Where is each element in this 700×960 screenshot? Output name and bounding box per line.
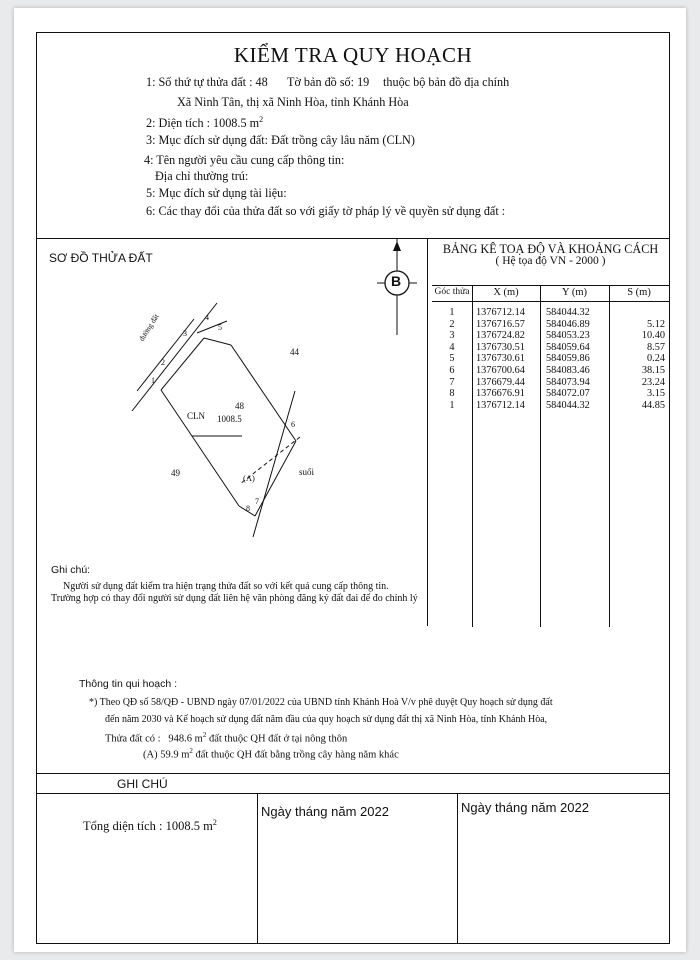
boundary-1-4	[161, 338, 204, 390]
planning-line-4	[143, 747, 399, 761]
header-divider	[37, 238, 669, 239]
boundary-4-5	[204, 338, 231, 345]
coord-table-subtitle: ( Hệ tọa độ VN - 2000 )	[495, 255, 606, 267]
header-corner: Góc thửa	[434, 287, 470, 297]
coord-cell-x: 1376676.91	[476, 388, 525, 400]
planning-annual-area: (A) 59.9 m	[143, 749, 190, 761]
planning-line-1: *) Theo QĐ số 58/QĐ - UBND ngày 07/01/2022 của UBND tỉnh Khánh Hoà V/v phê duyệt Quy hoạch sử dụng đất	[89, 697, 553, 708]
planning-sup-1: 2	[202, 731, 207, 739]
marker-a: (A)	[243, 473, 255, 483]
footer-total-text: Tổng diện tích : 1008.5 m	[83, 819, 213, 834]
notes-label: Ghi chú:	[51, 564, 91, 576]
footer-date-right: Ngày tháng năm 2022	[461, 800, 589, 815]
boundary-6-7	[255, 441, 296, 516]
coord-cell-y: 584046.89	[546, 318, 590, 330]
planning-line-3	[105, 731, 347, 745]
document-title: KIỂM TRA QUY HOẠCH	[233, 43, 473, 67]
changes-line: 6: Các thay đổi của thửa đất so với giấy tờ pháp lý về quyền sử dụng đất :	[146, 204, 506, 218]
coord-cell-corner: 4	[449, 341, 455, 353]
point-2: 2	[161, 358, 165, 367]
address-line: Địa chỉ thường trú:	[155, 169, 249, 183]
coord-cell-corner: 1	[449, 399, 455, 411]
planning-parcel-label: Thửa đất có :	[105, 733, 161, 745]
diagram-heading: SƠ ĐỒ THỬA ĐẤT	[49, 251, 153, 265]
coord-cell-s: 10.40	[641, 330, 665, 342]
coord-cell-s: 5.12	[646, 318, 665, 330]
coord-cell-x: 1376712.14	[476, 399, 525, 411]
point-1: 1	[151, 376, 155, 385]
area-sup: 2	[259, 115, 264, 124]
point-6: 6	[291, 420, 295, 429]
table-left-border	[427, 239, 428, 626]
document-frame	[36, 32, 670, 944]
requester-line: 4: Tên người yêu cầu cung cấp thông tin:	[144, 153, 345, 167]
footer-total-area	[83, 818, 217, 834]
coord-cell-corner: 5	[449, 353, 455, 365]
planning-residential-area: 948.6 m	[168, 733, 203, 745]
planning-annual-text: đất thuộc QH đất bằng trồng cây hàng năm khác	[195, 749, 399, 761]
footer-header-border	[37, 793, 669, 794]
coord-cell-x: 1376730.61	[476, 353, 525, 365]
map-sheet-line: Tờ bản đồ số: 19	[287, 75, 370, 89]
coord-cell-corner: 6	[449, 365, 455, 376]
footer-divider-2	[457, 793, 458, 943]
coord-cell-y: 584059.64	[546, 341, 590, 353]
parcel-number-line: 1: Số thứ tự thửa đất : 48	[146, 75, 268, 89]
point-7: 7	[255, 497, 259, 506]
notes-line-1: Người sử dụng đất kiểm tra hiện trạng thửa đất so với kết quả cung cấp thông tin.	[63, 581, 389, 592]
boundary-1-8	[161, 390, 239, 506]
area-line	[146, 115, 263, 131]
coord-cell-x: 1376712.14	[476, 307, 525, 318]
footer-divider-1	[257, 793, 258, 943]
footer-date-left: Ngày tháng năm 2022	[261, 804, 389, 819]
coord-cell-s: 38.15	[641, 365, 665, 376]
neighbor-49: 49	[171, 468, 180, 478]
coord-cell-corner: 7	[449, 376, 455, 388]
stream-line	[253, 391, 295, 537]
road-label: đường đất	[137, 312, 161, 343]
coord-cell-corner: 8	[449, 388, 455, 400]
location-line: Xã Ninh Tân, thị xã Ninh Hòa, tỉnh Khánh Hòa	[177, 95, 409, 109]
coord-cell-s: 23.24	[641, 376, 665, 388]
coord-cell-s: 3.15	[646, 388, 665, 400]
header-underline	[432, 301, 669, 302]
footer-total-sup: 2	[212, 818, 217, 827]
coord-cell-y: 584044.32	[546, 399, 590, 411]
coord-cell-corner: 3	[449, 330, 455, 342]
neighbor-44: 44	[290, 347, 299, 357]
point-5: 5	[218, 323, 222, 332]
coord-cell-corner: 2	[449, 318, 455, 330]
boundary-5-6	[231, 345, 296, 441]
coord-cell-x: 1376716.57	[476, 318, 525, 330]
header-s: S (m)	[627, 287, 651, 298]
header-x: X (m)	[493, 287, 519, 298]
coord-table-title: BẢNG KÊ TOẠ ĐỘ VÀ KHOẢNG CÁCH	[442, 242, 659, 256]
coord-cell-y: 584073.94	[546, 376, 590, 388]
footer-ghi-chu: GHI CHÚ	[117, 777, 168, 791]
coord-cell-s: 8.57	[646, 341, 665, 353]
planning-label: Thông tin qui hoạch :	[79, 678, 178, 690]
point-3: 3	[183, 329, 187, 338]
coord-cell-x: 1376730.51	[476, 341, 525, 353]
stream-label: suối	[299, 467, 315, 477]
coord-cell-x: 1376724.82	[476, 330, 525, 342]
coord-cell-y: 584083.46	[546, 365, 590, 376]
coord-cell-y: 584059.86	[546, 353, 590, 365]
coord-table	[432, 285, 669, 627]
purpose-line: 5: Mục đích sử dụng tài liệu:	[146, 186, 287, 200]
coord-cell-corner: 1	[449, 307, 455, 318]
area-text: 2: Diện tích : 1008.5 m	[146, 116, 260, 131]
document-sheet	[14, 8, 686, 952]
parcel-area: 1008.5	[217, 414, 242, 424]
coord-cell-y: 584053.23	[546, 330, 590, 342]
coord-cell-x: 1376700.64	[476, 365, 525, 376]
point-8: 8	[246, 504, 250, 513]
planning-line-2: đến năm 2030 và Kế hoạch sử dụng đất năm đầu của quy hoạch sử dụng đất thị xã Ninh Hòa, tỉnh Khánh Hòa,	[105, 714, 548, 725]
land-use-line: 3: Mục đích sử dụng đất: Đất trồng cây lâu năm (CLN)	[146, 133, 415, 147]
coord-cell-s: 44.85	[641, 399, 665, 411]
parcel-number: 48	[235, 401, 244, 411]
north-letter: B	[391, 273, 402, 289]
point-4: 4	[205, 313, 209, 322]
coord-cell-y: 584044.32	[546, 307, 590, 318]
coord-cell-x: 1376679.44	[476, 376, 525, 388]
coord-cell-s: 0.24	[646, 353, 665, 365]
planning-residential-text: đất thuộc QH đất ở tại nông thôn	[208, 733, 348, 745]
notes-line-2: Trường hợp có thay đổi người sử dụng đất liên hệ văn phòng đăng ký đất đai để đo chỉnh lý	[51, 593, 418, 604]
header-y: Y (m)	[562, 287, 587, 298]
coord-cell-y: 584072.07	[546, 388, 590, 400]
planning-sup-2: 2	[189, 747, 193, 755]
footer-top-border	[37, 773, 669, 774]
map-set-line: thuộc bộ bản đồ địa chính	[383, 75, 510, 89]
parcel-code: CLN	[187, 411, 205, 421]
